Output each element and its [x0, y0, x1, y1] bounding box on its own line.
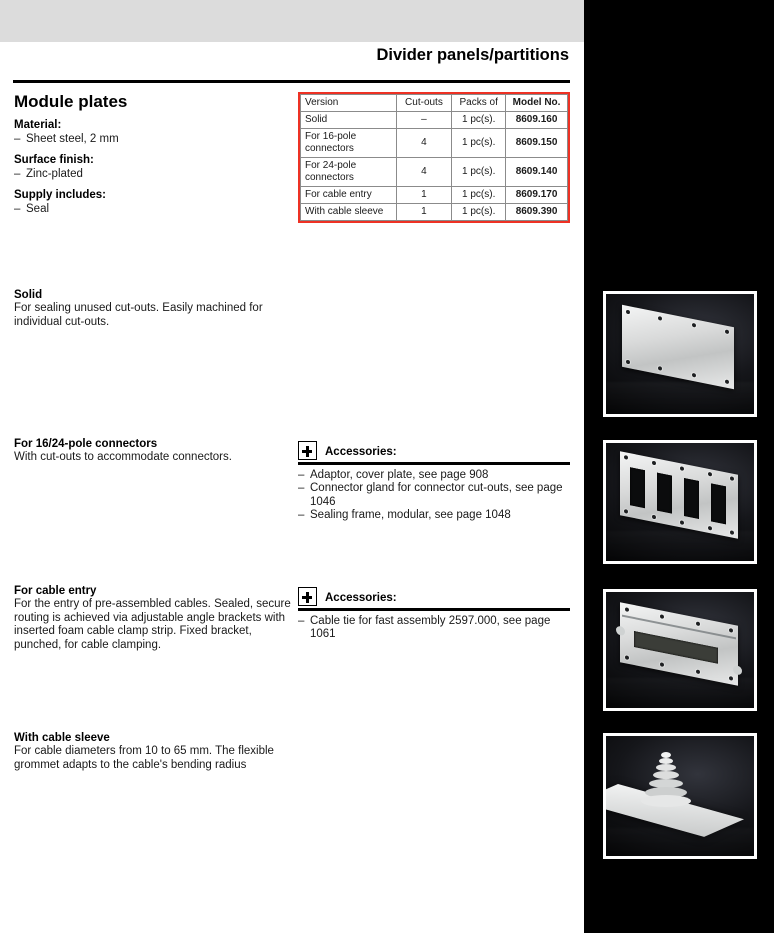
block-body: For the entry of pre-assembled cables. Sealed, secure routing is achieved via adjustable angle brackets with inserted foam cable clamp strip. Fixed bracket, punched, for cable clamping. [14, 598, 291, 651]
accessories-item-text: Sealing frame, modular, see page 1048 [310, 509, 511, 521]
product-photo-column [584, 0, 774, 933]
accessories-title: Accessories: [325, 592, 397, 604]
spec-value: Zinc-plated [26, 168, 83, 180]
dash-bullet: – [14, 203, 21, 215]
description-block-cable-entry [14, 584, 292, 652]
page-subtitle: Divider panels/partitions [376, 46, 569, 64]
column-header-cutouts: Cut-outs [396, 95, 452, 112]
spec-label: Surface finish: [14, 154, 94, 166]
photo-background [606, 736, 754, 856]
conical-grommet [644, 752, 688, 804]
block-heading: With cable sleeve [14, 732, 110, 744]
cell-packs: 1 pc(s). [452, 129, 506, 158]
accessories-title: Accessories: [325, 446, 397, 458]
cell-version: For 16-pole connectors [301, 129, 397, 158]
cell-version: For cable entry [301, 187, 397, 204]
cable-sleeve-plate-illustration [606, 736, 754, 856]
accessories-item-text: Adaptor, cover plate, see page 908 [310, 468, 489, 481]
dash-bullet: – [298, 468, 305, 481]
table-header-row [301, 95, 568, 112]
cell-model: 8609.140 [506, 158, 568, 187]
block-heading: For 16/24-pole connectors [14, 438, 158, 450]
cell-model: 8609.160 [506, 112, 568, 129]
accessories-block-connectors [298, 438, 570, 523]
block-body: For cable diameters from 10 to 65 mm. The flexible grommet adapts to the cable's bending radius [14, 745, 274, 771]
product-photo-connectors [603, 440, 757, 564]
dash-bullet: – [298, 482, 305, 494]
cell-cutouts: 1 [396, 187, 452, 204]
spec-item [14, 202, 274, 216]
spec-item [14, 132, 274, 146]
cell-packs: 1 pc(s). [452, 187, 506, 204]
column-header-version: Version [301, 95, 397, 112]
cell-cutouts: 4 [396, 158, 452, 187]
connector-plate-illustration [606, 443, 754, 561]
cable-entry-plate-illustration [606, 592, 754, 708]
dash-bullet: – [14, 168, 21, 180]
accessories-list-item[interactable] [298, 469, 570, 483]
accessories-header [298, 584, 570, 606]
plus-icon [298, 587, 317, 606]
accessories-header [298, 438, 570, 460]
accessories-divider [298, 462, 570, 465]
spec-value: Seal [26, 203, 50, 215]
accessories-divider [298, 608, 570, 611]
spec-item [14, 167, 274, 181]
spec-group [14, 188, 274, 216]
spec-label: Supply includes: [14, 189, 107, 201]
spec-value: Sheet steel, 2 mm [26, 133, 119, 145]
cell-version: With cable sleeve [301, 204, 397, 221]
cell-model: 8609.390 [506, 204, 568, 221]
description-block-connectors [14, 437, 292, 465]
accessories-list-item[interactable] [298, 482, 570, 509]
accessories-list-item[interactable] [298, 509, 570, 523]
table-row [301, 204, 568, 221]
dash-bullet: – [298, 614, 305, 627]
cell-cutouts: 4 [396, 129, 452, 158]
solid-plate-illustration [606, 294, 754, 414]
accessories-list [298, 469, 570, 523]
model-number-table [298, 92, 570, 223]
product-photo-solid [603, 291, 757, 417]
spec-group [14, 118, 274, 146]
block-body: For sealing unused cut-outs. Easily machined for individual cut-outs. [14, 302, 263, 328]
spec-label: Material: [14, 119, 62, 131]
table-body [301, 112, 568, 221]
block-heading: Solid [14, 289, 43, 301]
table-row [301, 158, 568, 187]
column-header-model: Model No. [506, 95, 568, 112]
table [300, 94, 568, 221]
product-photo-cable-entry [603, 589, 757, 711]
section-heading: Module plates [14, 92, 128, 111]
dash-bullet: – [14, 133, 21, 145]
table-row [301, 129, 568, 158]
accessories-item-text: Connector gland for connector cut-outs, see page 1046 [310, 482, 563, 508]
table-head [301, 95, 568, 112]
cell-version: Solid [301, 112, 397, 129]
cell-packs: 1 pc(s). [452, 112, 506, 129]
table-row [301, 112, 568, 129]
specifications-list [14, 118, 274, 223]
block-heading: For cable entry [14, 585, 97, 597]
cell-model: 8609.150 [506, 129, 568, 158]
table-row [301, 187, 568, 204]
photo-background [606, 294, 754, 414]
accessories-list [298, 615, 570, 642]
cell-cutouts: – [396, 112, 452, 129]
column-header-packs: Packs of [452, 95, 506, 112]
accessories-item-text: Cable tie for fast assembly 2597.000, see page 1061 [310, 614, 551, 640]
cell-packs: 1 pc(s). [452, 204, 506, 221]
plus-icon [298, 441, 317, 460]
description-block-cable-sleeve [14, 731, 292, 772]
cell-packs: 1 pc(s). [452, 158, 506, 187]
photo-background [606, 592, 754, 708]
product-photo-cable-sleeve [603, 733, 757, 859]
accessories-block-cable-entry [298, 584, 570, 642]
block-body: With cut-outs to accommodate connectors. [14, 451, 232, 463]
cell-model: 8609.170 [506, 187, 568, 204]
accessories-list-item[interactable] [298, 615, 570, 642]
spec-group [14, 153, 274, 181]
photo-background [606, 443, 754, 561]
description-block-solid [14, 288, 292, 329]
cell-version: For 24-pole connectors [301, 158, 397, 187]
cell-cutouts: 1 [396, 204, 452, 221]
dash-bullet: – [298, 509, 305, 521]
